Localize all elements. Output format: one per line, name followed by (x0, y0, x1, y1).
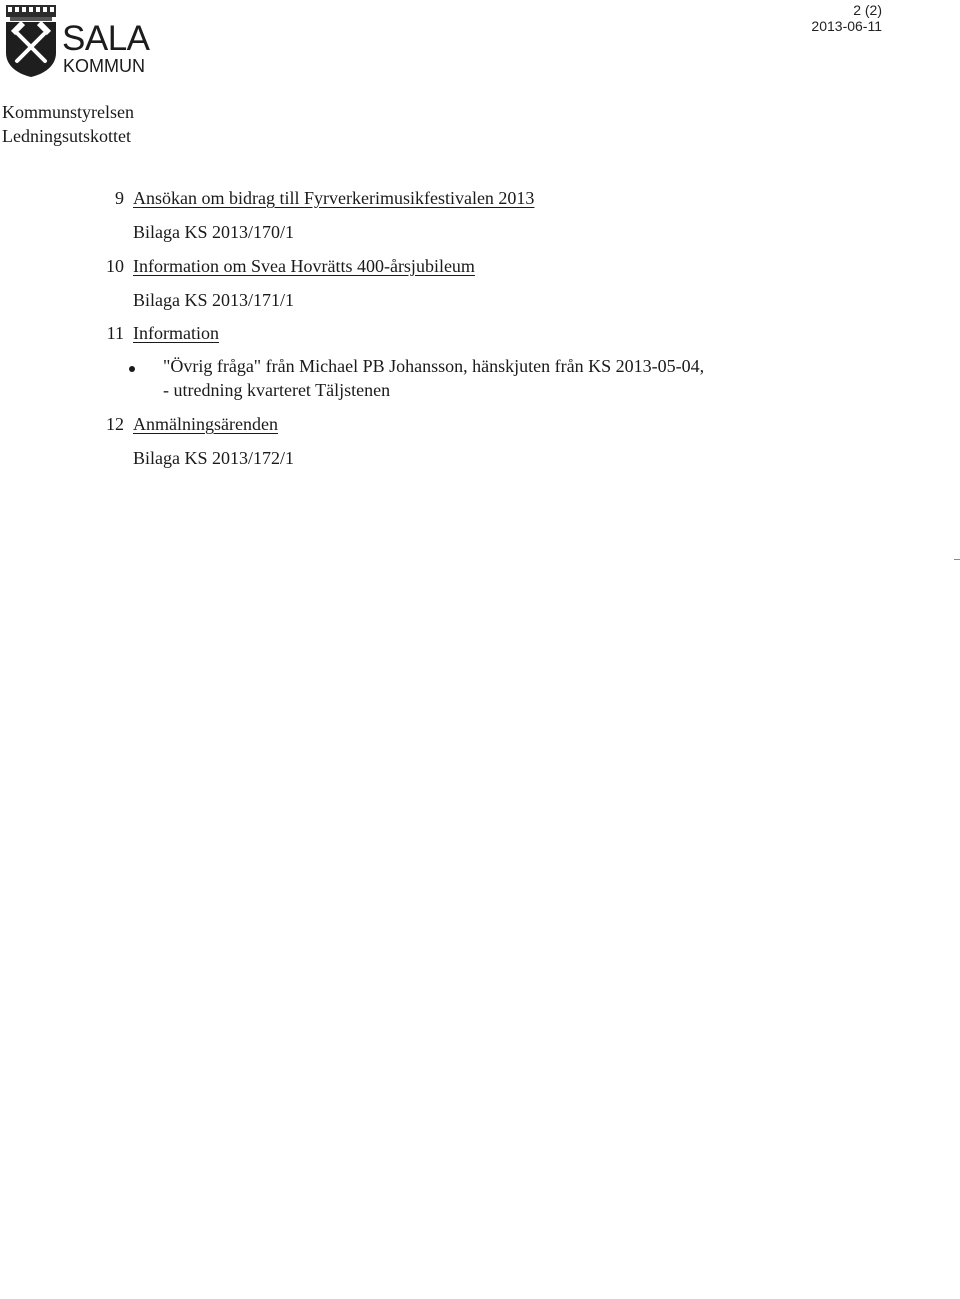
agenda-item-number: 9 (115, 188, 124, 208)
agenda-item-number: 10 (106, 256, 124, 276)
agenda-item-number: 11 (106, 323, 124, 343)
agenda-list (0, 0, 960, 480)
agenda-item-attachment: Bilaga KS 2013/171/1 (133, 290, 294, 310)
scan-edge-mark (954, 559, 960, 560)
agenda-item-number: 12 (106, 414, 124, 434)
brand-name: SALA (62, 19, 150, 58)
agenda-item-title: Information (133, 323, 219, 343)
organization-name: Kommunstyrelsen (2, 102, 134, 122)
organization-unit: Ledningsutskottet (2, 126, 131, 146)
agenda-item-attachment: Bilaga KS 2013/172/1 (133, 448, 294, 468)
agenda-item-attachment: Bilaga KS 2013/170/1 (133, 222, 294, 242)
agenda-bullet-text: "Övrig fråga" från Michael PB Johansson, hänskjuten från KS 2013-05-04, (163, 356, 705, 376)
agenda-item-title: Anmälningsärenden (133, 414, 278, 434)
agenda-item-title: Information om Svea Hovrätts 400-årsjubileum (133, 256, 475, 276)
document-date: 2013-06-11 (811, 18, 882, 34)
page-number: 2 (2) (853, 2, 882, 18)
agenda-item-title: Ansökan om bidrag till Fyrverkerimusikfestivalen 2013 (133, 188, 535, 208)
bullet-point (129, 366, 135, 372)
brand-subtitle: KOMMUN (63, 56, 145, 76)
agenda-bullet-text-continued: - utredning kvarteret Täljstenen (163, 380, 391, 400)
